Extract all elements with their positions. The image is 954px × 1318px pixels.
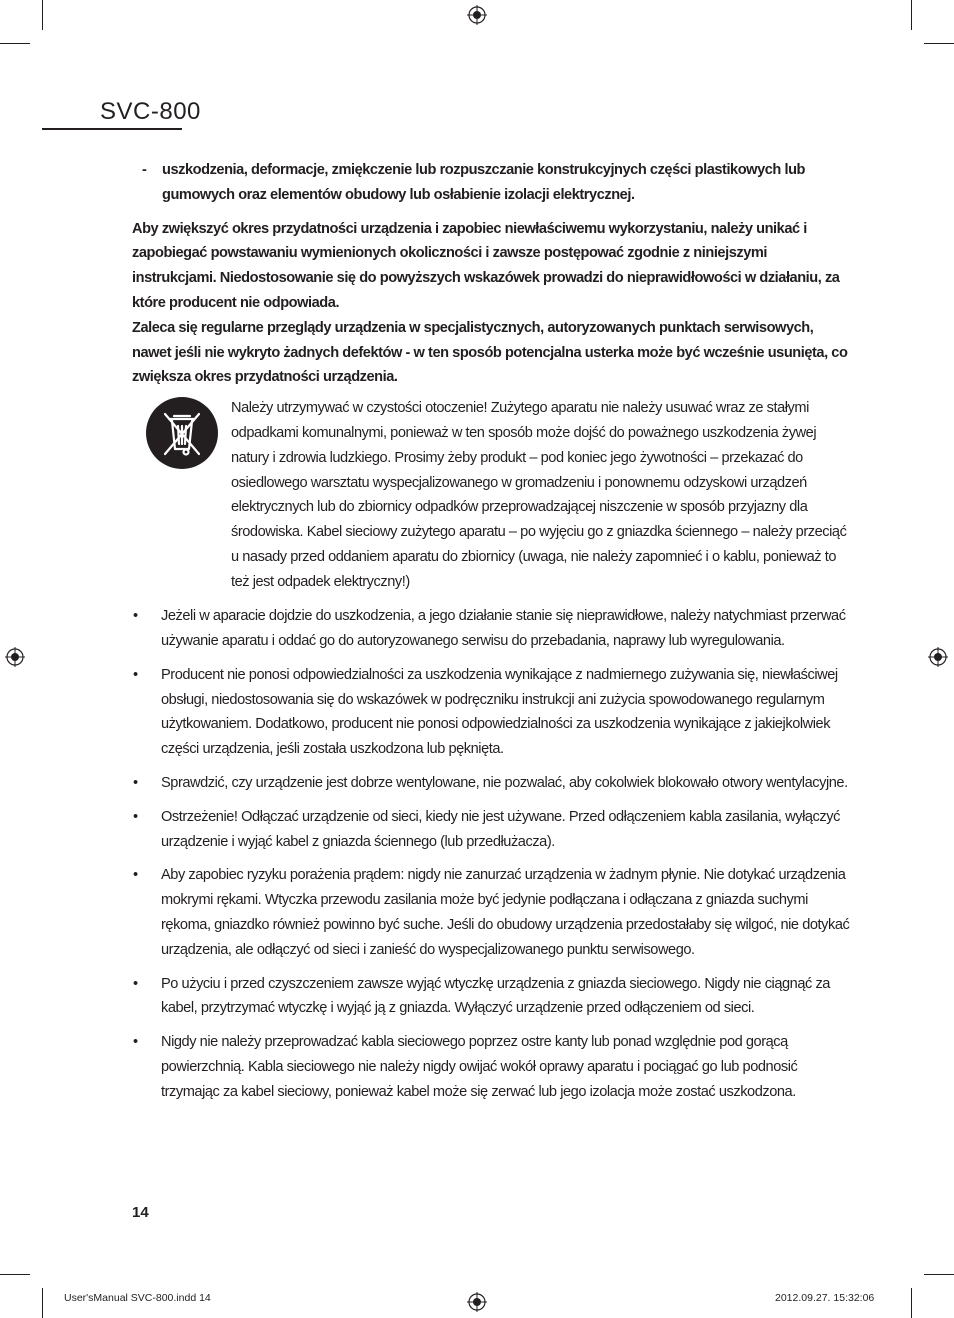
crop-mark (924, 1274, 954, 1275)
crop-mark (0, 43, 30, 44)
bullet-marker: • (133, 608, 138, 625)
crop-mark (924, 43, 954, 44)
crop-mark (911, 1288, 912, 1318)
list-item (132, 863, 854, 962)
bold-paragraph: Zaleca się regularne przeglądy urządzenia w specjalistycznych, autoryzowanych punktach serwisowych, nawet jeśli nie wykryto żadnych defektów - w ten sposób potencjalna usterka może być wcześnie usunięta, co zwiększa okres przydatności urządzenia. (132, 319, 848, 386)
dash-item-text: uszkodzenia, deformacje, zmiękczenie lub rozpuszczanie konstrukcyjnych części plastikowych lub gumowych oraz elementów obudowy lub osłabienie izolacji elektrycznej. (162, 162, 806, 203)
list-item (132, 972, 854, 1022)
bullet-marker: • (133, 666, 138, 683)
page-content (132, 158, 854, 1114)
list-item-text: Jeżeli w aparacie dojdzie do uszkodzenia, a jego działanie stanie się nieprawidłowe, należy natychmiast przerwać używanie aparatu i oddać go do autoryzowanego serwisu do przebadania, naprawy lub wyregulowania. (161, 608, 846, 649)
list-item (132, 604, 854, 654)
registration-mark-icon (467, 1292, 487, 1312)
recycling-text: Należy utrzymywać w czystości otoczenie! Zużytego aparatu nie należy usuwać wraz ze stałymi odpadkami komunalnymi, ponieważ w ten sposób może dojść do poważnego uszkodzenia żywej natury i zdrowia ludzkiego. Prosimy żeby produkt – pod koniec jego żywotności – przekazać do osiedlowego warsztatu wyspecjalizowanego w gromadzeniu i ponownemu odzyskowi urządzeń elektrycznych lub do zbiornicy odpadków przeprowadzającej niszczenie w sposób przyjazny dla środowiska. Kabel sieciowy zużytego aparatu – po wyjęciu go z gniazdka ściennego – należy przeciąć u nasady przed oddaniem aparatu do zbiornicy (uwaga, nie należy zapomnieć i o kablu, ponieważ to też jest odpadek elektryczny!) (231, 400, 847, 590)
bullet-list (132, 604, 854, 1104)
list-item (132, 1030, 854, 1104)
list-item-text: Po użyciu i przed czyszczeniem zawsze wyjąć wtyczkę urządzenia z gniazda sieciowego. Nigdy nie ciągnąć za kabel, przytrzymać wtyczkę i wyjąć ją z gniazda. Wyłączyć urządzenie przed odłączeniem od sieci. (161, 975, 830, 1017)
crop-mark (42, 1288, 43, 1318)
slug-filename: User'sManual SVC-800.indd 14 (64, 1292, 211, 1304)
list-item (132, 805, 854, 855)
registration-mark-icon (467, 5, 487, 25)
bold-warning-block (132, 217, 854, 391)
bullet-marker: • (133, 867, 138, 884)
crossed-out-wheelie-bin-icon (146, 397, 218, 469)
list-item-text: Sprawdzić, czy urządzenie jest dobrze wentylowane, nie pozwalać, aby cokolwiek blokowało otwory wentylacyjne. (161, 774, 848, 791)
list-item-text: Producent nie ponosi odpowiedzialności za uszkodzenia wynikające z nadmiernego zużywania się, niewłaściwej obsługi, niedostosowania się do wskazówek w podręczniku instrukcji ani zużycia spowodowanego regularnym użytkowaniem. Dodatkowo, producent nie ponosi odpowiedzialności za uszkodzenia wynikające z jakiejkolwiek części urządzenia, jeśli została uszkodzona lub pęknięta. (161, 666, 838, 758)
bullet-marker: • (133, 808, 138, 825)
bullet-marker: • (133, 975, 138, 992)
list-item (132, 771, 854, 796)
list-item (132, 663, 854, 762)
slug-timestamp: 2012.09.27. 15:32:06 (775, 1292, 875, 1304)
registration-mark-icon (5, 647, 25, 667)
bullet-marker: • (133, 1034, 138, 1051)
bullet-marker: • (133, 774, 138, 791)
registration-mark-icon (928, 647, 948, 667)
dash-list-item (132, 158, 854, 208)
crop-mark (0, 1274, 30, 1275)
list-item-text: Aby zapobiec ryzyku porażenia prądem: nigdy nie zanurzać urządzenia w żadnym płynie. Nie dotykać urządzenia mokrymi rękami. Wtyczka przewodu zasilania może być jedynie podłączana i odłączana z gniazda suchymi rękoma, gniazdko również powinno być suche. Jeśli do obudowy urządzenia przedostałaby się wilgoć, nie dotykać urządzenia, ale odłączyć od sieci i zanieść do wyspecjalizowanego punktu serwisowego. (161, 867, 850, 958)
crop-mark (42, 0, 43, 30)
model-title: SVC-800 (100, 98, 201, 125)
list-item-text: Nigdy nie należy przeprowadzać kabla sieciowego poprzez ostre kanty lub ponad względnie pod gorącą powierzchnią. Kabla sieciowego nie należy nigdy owijać wokół oprawy aparatu i pociągać go lub podnosić trzymając za kabel sieciowy, ponieważ kabel może się zerwać lub jego izolacja może zostać uszkodzona. (161, 1034, 798, 1100)
page-number: 14 (132, 1204, 149, 1221)
bold-paragraph: Aby zwiększyć okres przydatności urządzenia i zapobiec niewłaściwemu wykorzystaniu, należy unikać i zapobiegać powstawaniu wymienionych okoliczności i zawsze postępować zgodnie z niniejszymi instrukcjami. Niedostosowanie się do powyższych wskazówek prowadzi do nieprawidłowości w działaniu, za które producent nie odpowiada. (132, 220, 840, 311)
crop-mark (911, 0, 912, 30)
recycling-notice (132, 396, 854, 596)
header-rule (42, 128, 182, 130)
list-item-text: Ostrzeżenie! Odłączać urządzenie od sieci, kiedy nie jest używane. Przed odłączeniem kabla zasilania, wyłączyć urządzenie i wyjąć kabel z gniazda ściennego (lub przedłużacza). (161, 808, 840, 850)
dash-marker: - (142, 162, 147, 178)
